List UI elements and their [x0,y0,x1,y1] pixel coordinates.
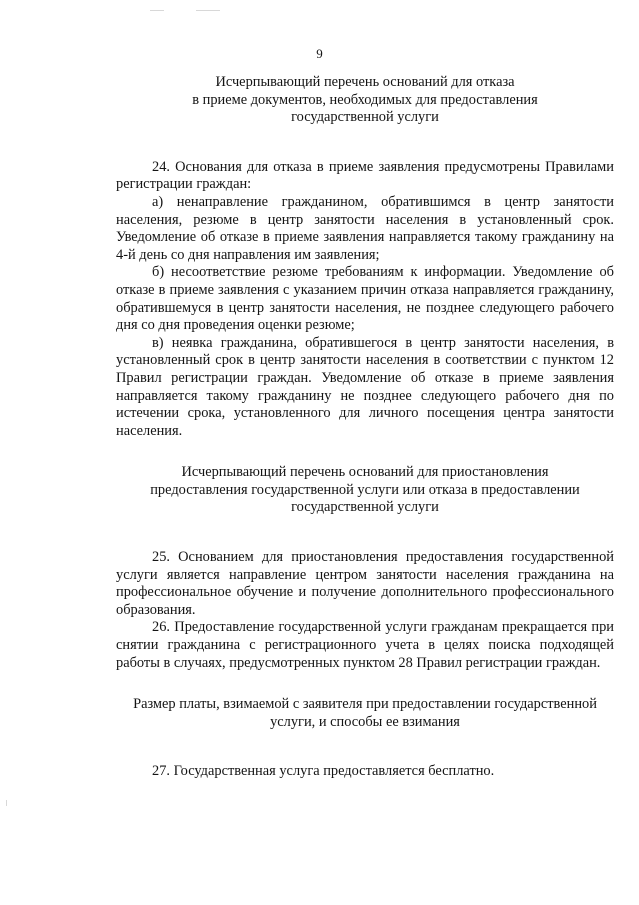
paragraph-24-a: а) ненаправление гражданином, обратившимся в центр занятости населения, резюме в центр занятости населения в установленный срок. Уведомление об отказе в приеме заявления направляется такому гражданину на 4-й день со дня направления им заявления; [116,193,614,263]
paragraph-27: 27. Государственная услуга предоставляется бесплатно. [152,763,495,780]
section-heading-fee [116,696,614,731]
paragraph-24-b: б) несоответствие резюме требованиям к информации. Уведомление об отказе в приеме заявления с указанием причин отказа направляется гражданину, обратившемуся в центр занятости населения, не позднее следующего рабочего дня со дня проведения оценки резюме; [116,264,614,334]
section-heading-suspension [116,464,614,517]
heading-line: Исчерпывающий перечень оснований для отказа [215,74,515,90]
scan-mark [150,10,164,11]
page-number: 9 [316,46,323,61]
document-body [116,74,614,781]
section-heading-refusal-to-accept [116,74,614,127]
heading-line: в приеме документов, необходимых для предоставления [192,91,538,108]
heading-line: Исчерпывающий перечень оснований для приостановления [181,464,549,481]
heading-line: государственной услуги [291,109,439,126]
paragraph-26: 26. Предоставление государственной услуги гражданам прекращается при снятии гражданина с регистрационного учета в целях поиска подходящей работы в случаях, предусмотренных пунктом 28 Правил регистрации граждан. [116,619,614,671]
scan-mark [196,10,220,11]
heading-line: государственной услуги [291,499,439,516]
heading-line: предоставления государственной услуги или отказа в предоставлении [150,481,580,498]
scan-mark [6,800,7,806]
paragraph-25: 25. Основанием для приостановления предоставления государственной услуги является направление центром занятости населения гражданина на профессиональное обучение и получение дополнительного профессионального образования. [116,549,614,618]
heading-line: Размер платы, взимаемой с заявителя при предоставлении государственной [133,696,597,713]
paragraph-24-c: в) неявка гражданина, обратившегося в центр занятости населения, в установленный срок в центр занятости населения в соответствии с пунктом 12 Правил регистрации граждан. Уведомление об отказе в приеме заявления направляется такому гражданину не позднее следующего рабочего дня по истечении срока, установленного для личного посещения центра занятости населения. [116,334,614,439]
heading-line: услуги, и способы ее взимания [270,713,460,730]
paragraph-24: 24. Основания для отказа в приеме заявления предусмотрены Правилами регистрации граждан: [116,158,614,193]
